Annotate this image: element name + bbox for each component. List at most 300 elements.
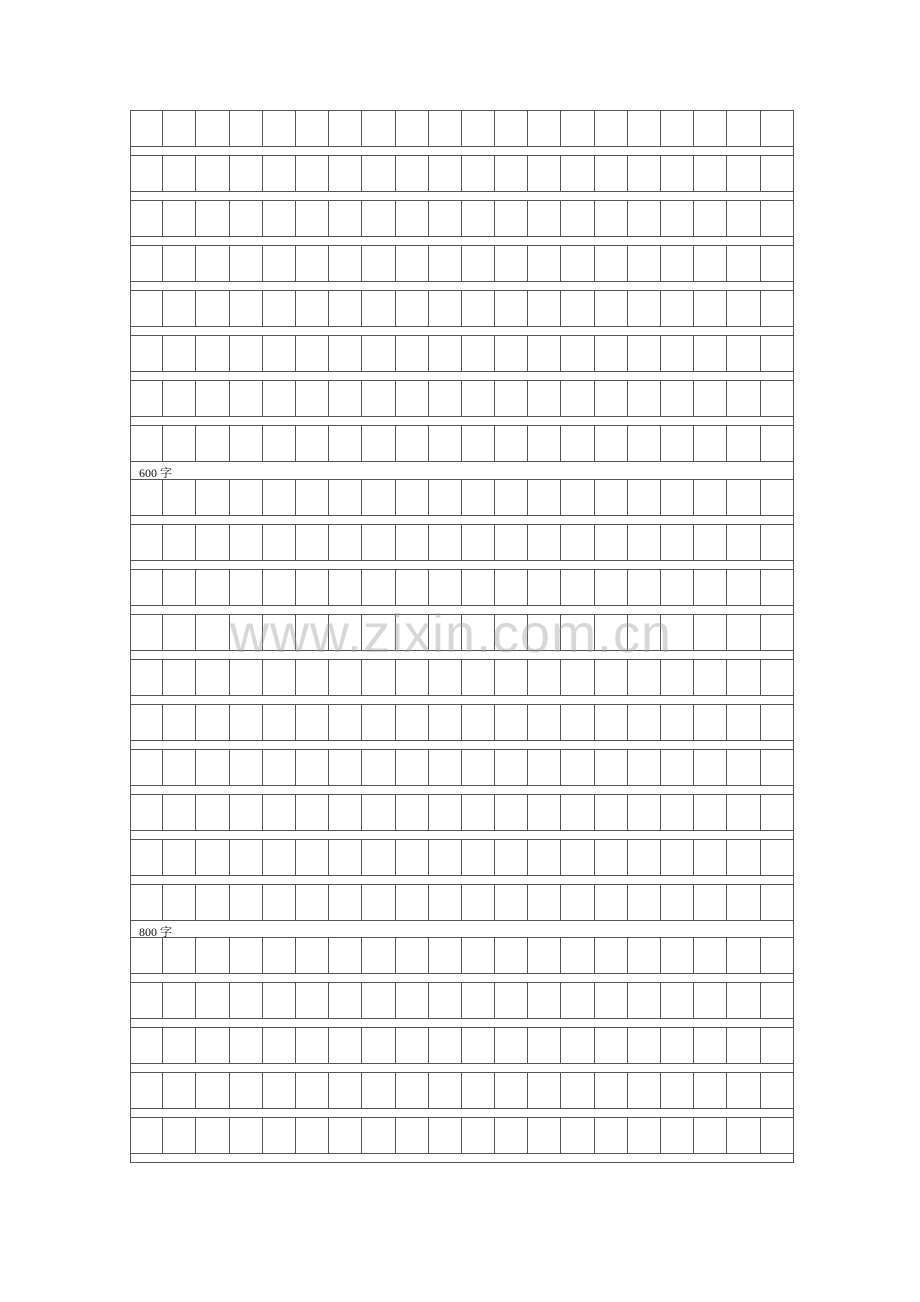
grid-cell (694, 156, 727, 191)
grid-cell (628, 983, 661, 1018)
grid-cell (163, 885, 196, 920)
grid-cell (462, 426, 495, 461)
grid-cell (727, 615, 760, 650)
grid-cell (561, 615, 594, 650)
grid-cell (362, 426, 395, 461)
grid-cell (296, 426, 329, 461)
marker-800: 800 字 (139, 925, 173, 939)
grid-cell (329, 705, 362, 740)
grid-cell (263, 570, 296, 605)
grid-cell (661, 291, 694, 326)
grid-cell (495, 381, 528, 416)
grid-cell (362, 246, 395, 281)
grid-cell (561, 1028, 594, 1063)
grid-cell (263, 660, 296, 695)
grid-row (130, 110, 794, 147)
grid-cell (694, 570, 727, 605)
grid-cell (230, 705, 263, 740)
grid-cell (761, 291, 794, 326)
grid-cell (230, 983, 263, 1018)
grid-cell (561, 840, 594, 875)
grid-cell (761, 938, 794, 973)
grid-cell (694, 1028, 727, 1063)
grid-cell (528, 983, 561, 1018)
grid-cell (362, 291, 395, 326)
grid-cell (595, 795, 628, 830)
grid-cell (429, 480, 462, 515)
grid-cell (196, 156, 229, 191)
grid-cell (429, 525, 462, 560)
grid-cell (595, 1073, 628, 1108)
grid-cell (263, 480, 296, 515)
grid-row (130, 425, 794, 462)
grid-cell (296, 938, 329, 973)
grid-cell (628, 201, 661, 236)
grid-cell (528, 111, 561, 146)
grid-cell (296, 983, 329, 1018)
grid-cell (329, 426, 362, 461)
grid-cell (296, 1028, 329, 1063)
grid-cell (761, 840, 794, 875)
grid-cell (396, 291, 429, 326)
grid-row (130, 200, 794, 237)
grid-cell (561, 111, 594, 146)
grid-cell (230, 885, 263, 920)
grid-cell (362, 381, 395, 416)
grid-cell (561, 480, 594, 515)
grid-cell (561, 426, 594, 461)
grid-cell (727, 885, 760, 920)
grid-cell (429, 1073, 462, 1108)
grid-cell (694, 525, 727, 560)
grid-cell (628, 660, 661, 695)
grid-cell (196, 570, 229, 605)
grid-cell (130, 615, 163, 650)
grid-cell (263, 885, 296, 920)
grid-cell (329, 201, 362, 236)
grid-cell (462, 983, 495, 1018)
grid-cell (528, 750, 561, 785)
grid-cell (661, 938, 694, 973)
grid-cell (528, 525, 561, 560)
grid-cell (263, 1028, 296, 1063)
grid-cell (595, 201, 628, 236)
grid-cell (362, 705, 395, 740)
grid-cell (196, 291, 229, 326)
grid-cell (362, 840, 395, 875)
grid-cell (694, 1118, 727, 1153)
grid-cell (130, 660, 163, 695)
grid-cell (628, 938, 661, 973)
grid-cell (296, 201, 329, 236)
grid-cell (561, 156, 594, 191)
grid-cell (561, 885, 594, 920)
grid-cell (130, 938, 163, 973)
grid-cell (163, 705, 196, 740)
grid-row (130, 794, 794, 831)
grid-cell (727, 246, 760, 281)
grid-cell (528, 885, 561, 920)
grid-cell (661, 1073, 694, 1108)
grid-cell (296, 750, 329, 785)
grid-cell (396, 381, 429, 416)
grid-cell (462, 660, 495, 695)
grid-cell (694, 983, 727, 1018)
grid-cell (130, 246, 163, 281)
grid-cell (595, 885, 628, 920)
grid-cell (694, 750, 727, 785)
grid-cell (628, 156, 661, 191)
grid-cell (196, 201, 229, 236)
grid-row (130, 839, 794, 876)
grid-row (130, 1027, 794, 1064)
grid-cell (429, 201, 462, 236)
grid-cell (462, 750, 495, 785)
grid-cell (196, 111, 229, 146)
grid-cell (661, 750, 694, 785)
grid-cell (595, 840, 628, 875)
grid-cell (362, 983, 395, 1018)
grid-cell (329, 381, 362, 416)
grid-cell (628, 336, 661, 371)
grid-cell (761, 615, 794, 650)
grid-cell (694, 938, 727, 973)
grid-cell (263, 426, 296, 461)
grid-cell (528, 426, 561, 461)
grid-cell (263, 705, 296, 740)
grid-cell (296, 660, 329, 695)
grid-cell (761, 201, 794, 236)
grid-cell (661, 840, 694, 875)
grid-row (130, 1117, 794, 1154)
grid-cell (296, 525, 329, 560)
grid-cell (396, 750, 429, 785)
grid-cell (462, 201, 495, 236)
grid-cell (163, 983, 196, 1018)
grid-cell (362, 660, 395, 695)
grid-cell (429, 705, 462, 740)
grid-cell (727, 1028, 760, 1063)
grid-cell (163, 381, 196, 416)
grid-cell (329, 795, 362, 830)
grid-cell (130, 750, 163, 785)
grid-cell (396, 246, 429, 281)
composition-grid (130, 110, 794, 1163)
grid-cell (396, 525, 429, 560)
grid-cell (727, 111, 760, 146)
grid-cell (329, 1028, 362, 1063)
grid-cell (329, 336, 362, 371)
grid-cell (462, 381, 495, 416)
grid-cell (296, 840, 329, 875)
grid-cell (628, 480, 661, 515)
grid-cell (429, 750, 462, 785)
grid-cell (296, 570, 329, 605)
grid-cell (130, 381, 163, 416)
grid-cell (196, 381, 229, 416)
grid-cell (761, 480, 794, 515)
grid-cell (561, 660, 594, 695)
grid-cell (196, 426, 229, 461)
grid-cell (495, 750, 528, 785)
grid-cell (761, 156, 794, 191)
grid-cell (628, 615, 661, 650)
grid-cell (263, 201, 296, 236)
grid-cell (595, 246, 628, 281)
grid-cell (561, 525, 594, 560)
grid-cell (761, 111, 794, 146)
grid-cell (163, 426, 196, 461)
grid-cell (561, 336, 594, 371)
grid-cell (495, 840, 528, 875)
grid-cell (163, 525, 196, 560)
grid-cell (462, 1073, 495, 1108)
grid-cell (495, 705, 528, 740)
grid-cell (196, 480, 229, 515)
grid-cell (263, 938, 296, 973)
grid-cell (230, 750, 263, 785)
grid-cell (495, 795, 528, 830)
grid-cell (561, 381, 594, 416)
grid-cell (528, 840, 561, 875)
grid-cell (230, 426, 263, 461)
grid-cell (661, 705, 694, 740)
grid-cell (196, 983, 229, 1018)
grid-cell (130, 156, 163, 191)
grid-cell (130, 1028, 163, 1063)
grid-cell (495, 1073, 528, 1108)
grid-cell (163, 246, 196, 281)
grid-cell (163, 1028, 196, 1063)
grid-cell (727, 156, 760, 191)
grid-cell (329, 291, 362, 326)
grid-cell (296, 291, 329, 326)
grid-cell (362, 570, 395, 605)
grid-cell (196, 1028, 229, 1063)
grid-cell (230, 795, 263, 830)
grid-cell (163, 840, 196, 875)
grid-cell (561, 570, 594, 605)
grid-cell (230, 1118, 263, 1153)
grid-cell (462, 480, 495, 515)
grid-cell (396, 336, 429, 371)
grid-cell (628, 246, 661, 281)
grid-cell (263, 291, 296, 326)
grid-cell (462, 246, 495, 281)
grid-cell (429, 381, 462, 416)
grid-cell (761, 1073, 794, 1108)
grid-cell (163, 336, 196, 371)
grid-cell (661, 336, 694, 371)
grid-cell (694, 885, 727, 920)
grid-cell (727, 1073, 760, 1108)
grid-cell (462, 336, 495, 371)
grid-cell (727, 840, 760, 875)
grid-cell (462, 1118, 495, 1153)
grid-cell (761, 525, 794, 560)
grid-cell (595, 156, 628, 191)
grid-cell (429, 156, 462, 191)
grid-cell (727, 1118, 760, 1153)
grid-cell (396, 201, 429, 236)
grid-cell (429, 615, 462, 650)
grid-cell (196, 885, 229, 920)
grid-cell (528, 201, 561, 236)
grid-row (130, 884, 794, 921)
grid-row (130, 380, 794, 417)
grid-cell (362, 336, 395, 371)
grid-cell (396, 1118, 429, 1153)
grid-cell (230, 840, 263, 875)
grid-cell (196, 525, 229, 560)
grid-cell (528, 795, 561, 830)
grid-cell (296, 156, 329, 191)
grid-cell (263, 795, 296, 830)
grid-cell (561, 750, 594, 785)
grid-cell (462, 840, 495, 875)
grid-cell (130, 570, 163, 605)
grid-cell (230, 381, 263, 416)
grid-cell (661, 570, 694, 605)
grid-cell (661, 1118, 694, 1153)
grid-cell (761, 750, 794, 785)
grid-cell (362, 111, 395, 146)
grid-cell (528, 381, 561, 416)
grid-cell (196, 1118, 229, 1153)
grid-cell (761, 705, 794, 740)
grid-cell (429, 336, 462, 371)
grid-cell (429, 840, 462, 875)
grid-cell (595, 291, 628, 326)
grid-cell (561, 795, 594, 830)
grid-cell (661, 983, 694, 1018)
grid-cell (495, 480, 528, 515)
grid-cell (595, 750, 628, 785)
grid-cell (362, 938, 395, 973)
grid-cell (429, 1028, 462, 1063)
watermark: www.zixin.com.cn (230, 604, 673, 664)
grid-cell (561, 1073, 594, 1108)
grid-cell (694, 201, 727, 236)
grid-cell (727, 795, 760, 830)
grid-cell (362, 156, 395, 191)
grid-cell (362, 885, 395, 920)
grid-cell (263, 381, 296, 416)
grid-cell (196, 615, 229, 650)
grid-cell (661, 795, 694, 830)
grid-cell (628, 381, 661, 416)
grid-cell (462, 291, 495, 326)
grid-cell (396, 840, 429, 875)
grid-cell (628, 426, 661, 461)
grid-cell (263, 156, 296, 191)
grid-row (130, 290, 794, 327)
grid-cell (263, 525, 296, 560)
grid-cell (163, 291, 196, 326)
grid-cell (429, 938, 462, 973)
grid-cell (396, 705, 429, 740)
grid-cell (362, 525, 395, 560)
grid-cell (694, 246, 727, 281)
grid-row (130, 479, 794, 516)
grid-cell (528, 615, 561, 650)
grid-cell (163, 938, 196, 973)
grid-cell (230, 660, 263, 695)
grid-cell (595, 1118, 628, 1153)
grid-cell (230, 938, 263, 973)
grid-cell (130, 885, 163, 920)
grid-cell (329, 480, 362, 515)
grid-cell (362, 1118, 395, 1153)
grid-cell (495, 660, 528, 695)
grid-cell (429, 795, 462, 830)
grid-cell (495, 1028, 528, 1063)
grid-cell (661, 525, 694, 560)
grid-cell (163, 1073, 196, 1108)
grid-cell (396, 615, 429, 650)
grid-row (130, 614, 794, 651)
grid-cell (561, 705, 594, 740)
grid-cell (362, 480, 395, 515)
grid-cell (396, 885, 429, 920)
grid-cell (661, 660, 694, 695)
grid-cell (528, 660, 561, 695)
grid-cell (595, 381, 628, 416)
grid-row (130, 524, 794, 561)
grid-cell (362, 795, 395, 830)
grid-cell (130, 525, 163, 560)
grid-cell (727, 291, 760, 326)
grid-cell (495, 336, 528, 371)
grid-cell (429, 426, 462, 461)
grid-cell (130, 795, 163, 830)
grid-cell (661, 615, 694, 650)
grid-cell (429, 885, 462, 920)
grid-cell (329, 615, 362, 650)
grid-cell (296, 1073, 329, 1108)
grid-cell (396, 795, 429, 830)
grid-cell (495, 156, 528, 191)
grid-cell (495, 983, 528, 1018)
grid-cell (329, 750, 362, 785)
grid-cell (263, 840, 296, 875)
marker-600: 600 字 (139, 466, 173, 480)
grid-cell (495, 570, 528, 605)
grid-cell (429, 983, 462, 1018)
grid-cell (694, 660, 727, 695)
grid-cell (694, 111, 727, 146)
grid-row (130, 569, 794, 606)
grid-cell (661, 201, 694, 236)
grid-cell (362, 1028, 395, 1063)
grid-cell (196, 840, 229, 875)
grid-cell (628, 291, 661, 326)
grid-cell (595, 1028, 628, 1063)
grid-cell (163, 111, 196, 146)
grid-cell (661, 246, 694, 281)
grid-cell (329, 570, 362, 605)
grid-cell (230, 615, 263, 650)
grid-cell (727, 660, 760, 695)
grid-cell (196, 938, 229, 973)
grid-cell (263, 336, 296, 371)
grid-cell (628, 705, 661, 740)
grid-cell (163, 156, 196, 191)
grid-cell (528, 1073, 561, 1108)
grid-row (130, 1072, 794, 1109)
grid-cell (230, 1073, 263, 1108)
grid-cell (163, 480, 196, 515)
